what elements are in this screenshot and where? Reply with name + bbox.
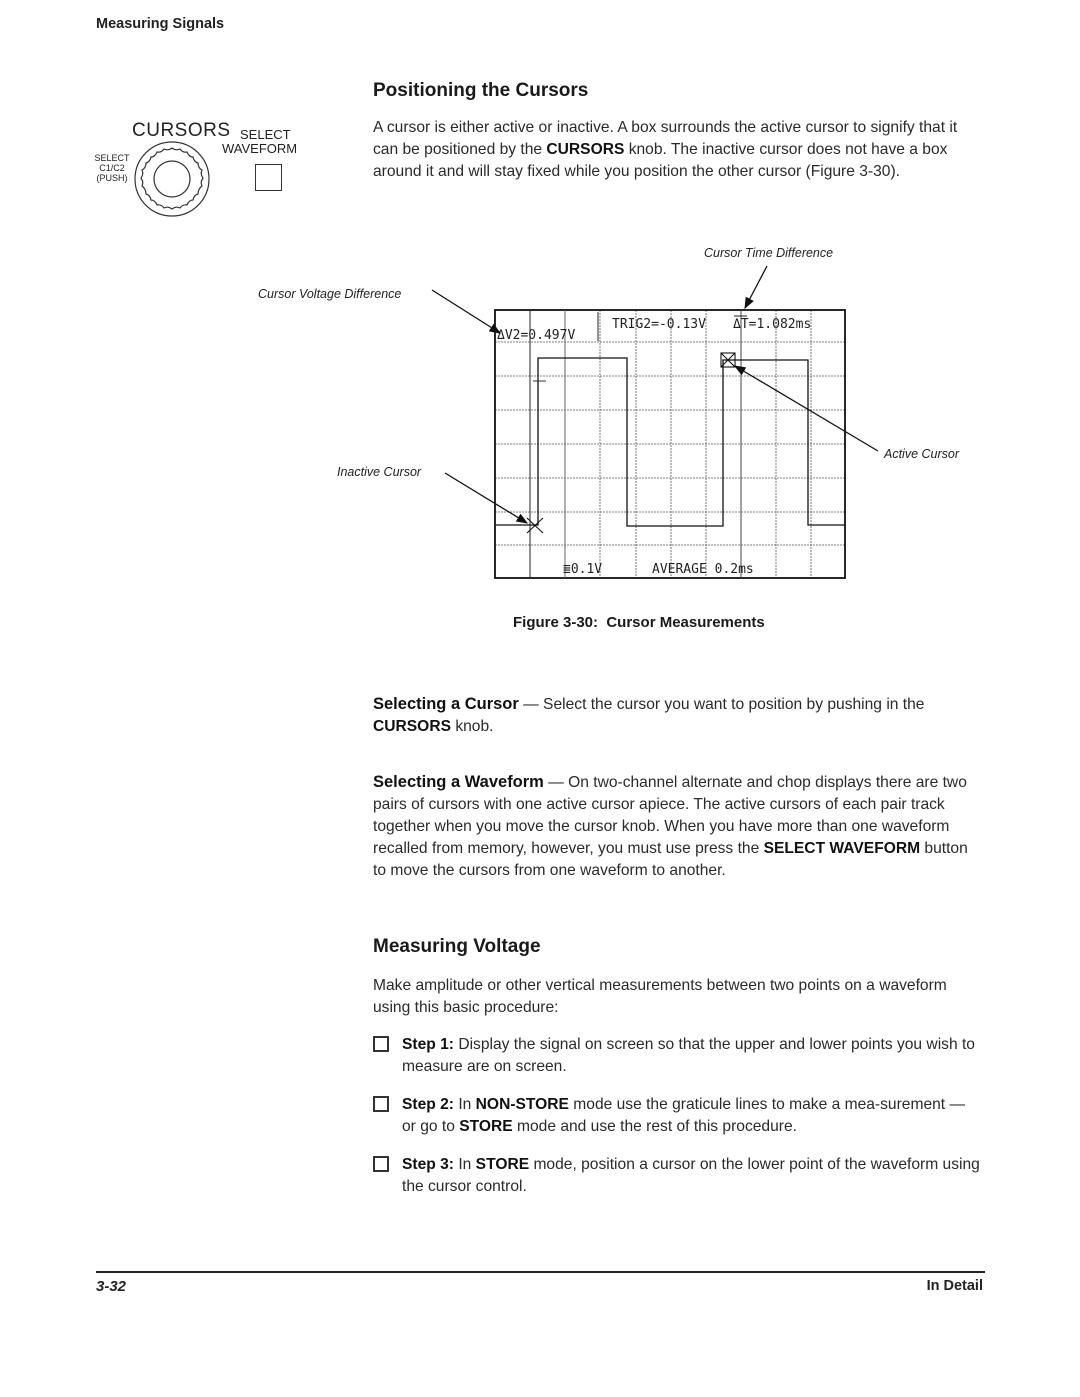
step-1-checkbox[interactable] [373, 1036, 389, 1052]
step-2: Step 2: In NON-STORE mode use the graticule lines to make a mea-surement — or go to STORE mode and use the rest of this procedure. [373, 1094, 983, 1138]
time-callout-arrow [745, 266, 767, 308]
selecting-waveform-lead: Selecting a Waveform [373, 773, 544, 791]
callout-voltage-difference: Cursor Voltage Difference [258, 287, 402, 301]
active-cursor-arrow [735, 366, 878, 451]
inactive-cursor-arrow [445, 473, 527, 523]
running-head: Measuring Signals [96, 16, 225, 32]
callout-time-difference: Cursor Time Difference [704, 246, 834, 260]
voltage-callout-arrow [432, 290, 500, 333]
callout-active-cursor: Active Cursor [884, 447, 960, 461]
mode-readout: AVERAGE 0.2ms [652, 562, 754, 577]
footer-rule [96, 1271, 985, 1273]
step-1: Step 1: Display the signal on screen so that the upper and lower points you wish to measure are on screen. [373, 1034, 983, 1078]
page-number: 3-32 [96, 1278, 127, 1295]
trigger-readout: TRIG2=-0.13V [612, 317, 706, 332]
figure-caption: Figure 3-30: Cursor Measurements [513, 614, 765, 631]
section-title-measuring-voltage: Measuring Voltage [373, 936, 541, 957]
delta-v-readout: ΔV2=0.497V [497, 328, 576, 343]
section-title-positioning: Positioning the Cursors [373, 80, 589, 101]
square-waveform [496, 358, 845, 526]
positioning-paragraph: A cursor is either active or inactive. A box surrounds the active cursor to signify that it can be positioned by the CURSORS knob. The inactive cursor does not have a box around it and will stay fixed while you position the other cursor (Figure 3-30). [373, 119, 958, 180]
step-2-checkbox[interactable] [373, 1096, 389, 1112]
step-3: Step 3: In STORE mode, position a cursor on the lower point of the waveform using the cursor control. [373, 1154, 983, 1198]
selecting-cursor-lead: Selecting a Cursor [373, 695, 519, 713]
cursors-label: CURSORS [132, 120, 231, 141]
measuring-voltage-intro: Make amplitude or other vertical measurements between two points on a waveform using this basic procedure: [373, 977, 947, 1016]
graticule-grid [495, 310, 845, 578]
callout-inactive-cursor: Inactive Cursor [337, 465, 422, 479]
knob-side-label: SELECT C1/C2 (PUSH) [94, 153, 130, 183]
delta-t-readout: ΔT=1.082ms [733, 317, 812, 332]
waveform-label: WAVEFORM [222, 141, 298, 156]
step-3-checkbox[interactable] [373, 1156, 389, 1172]
footer-section-name: In Detail [926, 1278, 983, 1294]
volts-div-readout: ≣0.1V [563, 562, 603, 577]
selecting-cursor-paragraph: Selecting a Cursor — Select the cursor you want to position by pushing in the CURSORS knob. [373, 695, 925, 735]
select-label: SELECT [240, 127, 291, 142]
selecting-waveform-paragraph: Selecting a Waveform — On two-channel alternate and chop displays there are two pairs of cursors with one active cursor apiece. The active cursors of each pair track together when you move the cursor knob. When you have more than one waveform recalled from memory, however, you must use press the SELECT WAVEFORM button to move the cursors from one waveform to another. [373, 773, 968, 879]
oscilloscope-screen-figure [0, 0, 1080, 600]
